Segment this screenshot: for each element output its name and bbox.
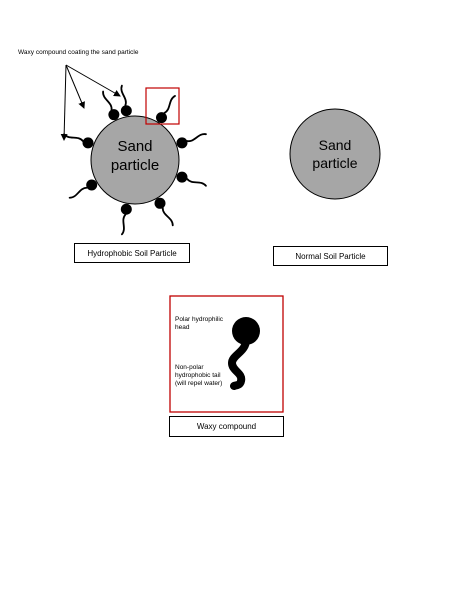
normal-particle-caption: Normal Soil Particle bbox=[273, 246, 388, 266]
tail-label-line2: hydrophobic tail bbox=[175, 372, 221, 380]
hydrophobic-particle-caption: Hydrophobic Soil Particle bbox=[74, 243, 190, 263]
arrow-right bbox=[66, 65, 120, 96]
waxy-molecule-head bbox=[83, 137, 94, 148]
normal-particle-text-line1: Sand bbox=[318, 137, 352, 153]
hydrophobic-particle-text-line1: Sand bbox=[117, 138, 153, 155]
hydrophobic-particle-text-line2: particle bbox=[110, 157, 160, 174]
head-label bbox=[175, 316, 223, 332]
waxy-molecule-head bbox=[108, 109, 119, 120]
tail-label bbox=[175, 364, 222, 388]
waxy-molecule-tail bbox=[121, 86, 126, 106]
waxy-molecule-tail bbox=[187, 134, 206, 141]
waxy-molecule-head bbox=[176, 137, 187, 148]
tail-label-line3: (will repel water) bbox=[175, 380, 223, 388]
arrow-left bbox=[64, 65, 66, 140]
arrow-middle bbox=[66, 65, 84, 108]
waxy-molecule-tail bbox=[163, 208, 173, 225]
waxy-molecule-head bbox=[155, 198, 166, 209]
waxy-molecule-tail bbox=[164, 96, 175, 113]
waxy-molecule-tail bbox=[122, 215, 125, 235]
head-label-line1: Polar hydrophilic bbox=[175, 316, 224, 323]
waxy-molecule-tail bbox=[64, 134, 83, 141]
waxy-molecule-head bbox=[156, 112, 167, 123]
waxy-molecule-head bbox=[121, 204, 132, 215]
hydrophobic-particle bbox=[64, 86, 206, 235]
normal-particle-text-line2: particle bbox=[312, 155, 358, 171]
waxy-molecule-head bbox=[86, 180, 97, 191]
waxy-molecule-tail bbox=[187, 179, 206, 186]
normal-particle bbox=[290, 109, 380, 199]
tail-label-line1: Non-polar bbox=[175, 364, 204, 371]
callout-label: Waxy compound coating the sand particle bbox=[18, 49, 139, 56]
waxy-compound-caption: Waxy compound bbox=[169, 416, 284, 437]
waxy-molecule-head bbox=[121, 105, 132, 116]
hydrophilic-head-shape bbox=[232, 317, 260, 345]
waxy-molecule-head bbox=[176, 172, 187, 183]
molecule-detail-box bbox=[170, 296, 283, 412]
waxy-molecule-tail bbox=[70, 188, 87, 198]
normal-sand-circle bbox=[290, 109, 380, 199]
head-label-line2: head bbox=[175, 324, 190, 332]
waxy-molecule-tail bbox=[103, 92, 112, 110]
